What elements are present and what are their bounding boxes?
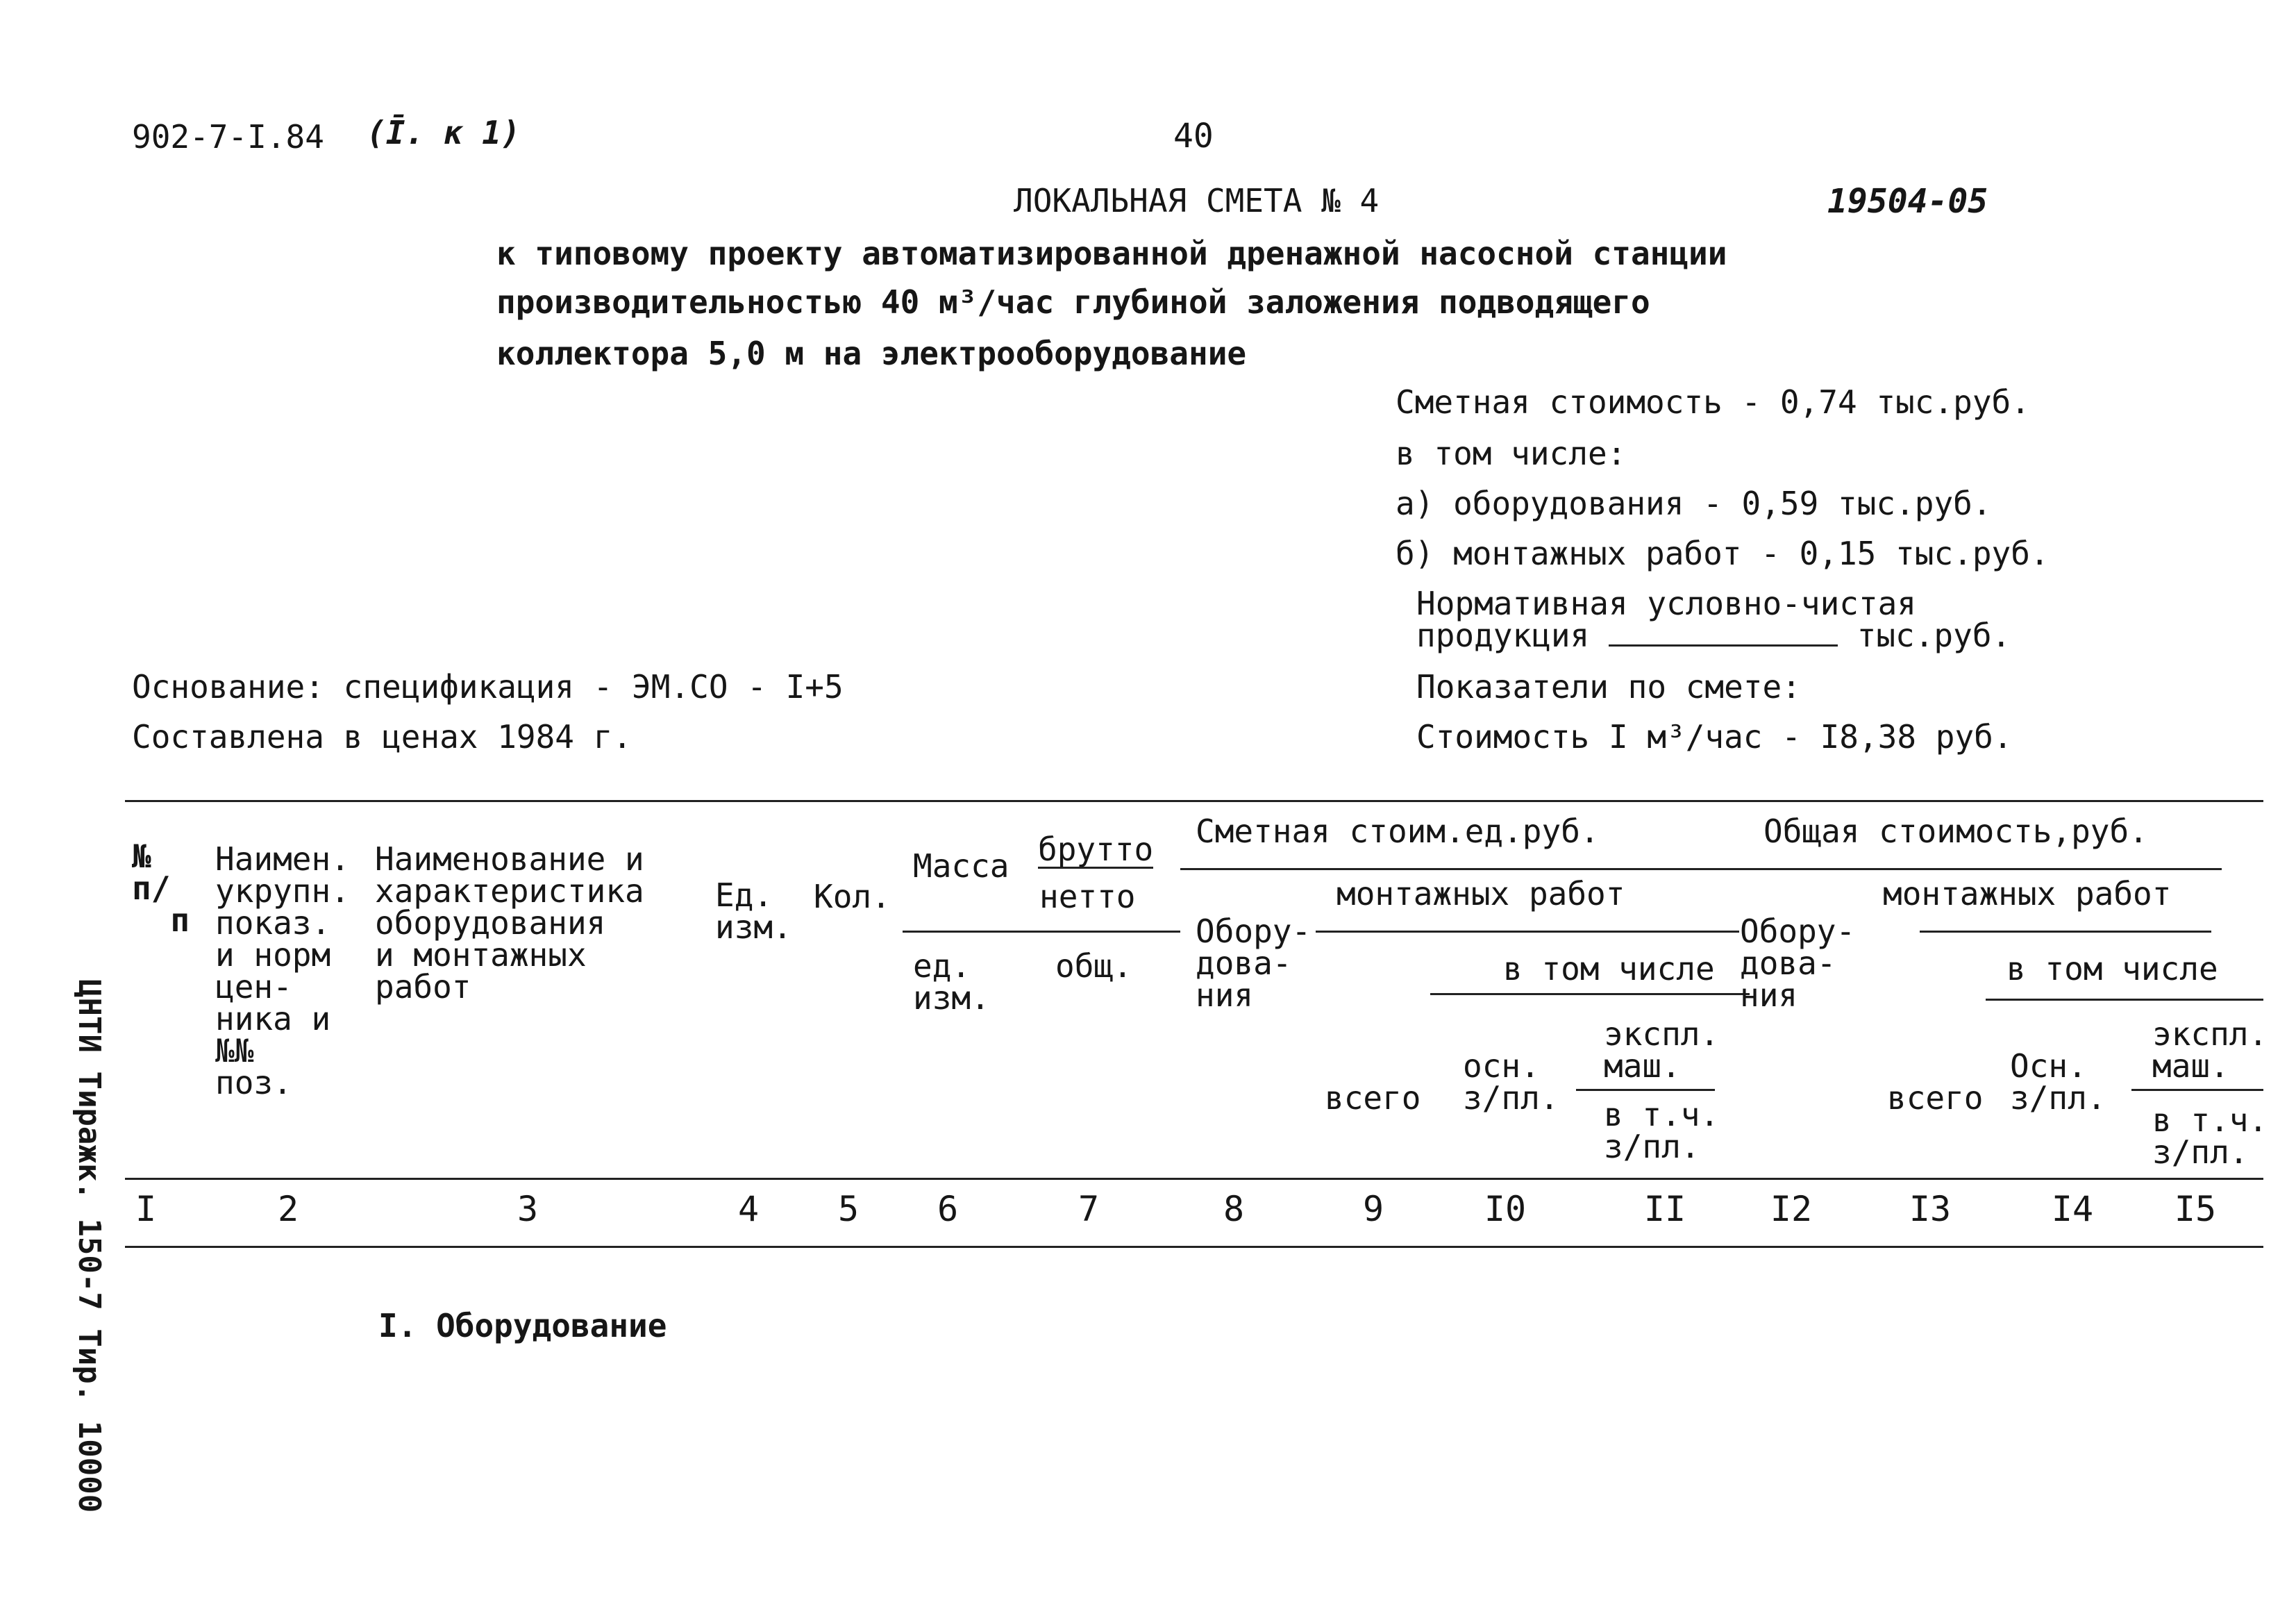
header-installation-2: монтажных работ [1883,875,2172,912]
column-number-9: 9 [1362,1189,1384,1229]
header-machines-2: экспл. маш. [2152,1015,2268,1085]
header-base-wage-2: Осн. з/пл. [2010,1047,2106,1117]
column-number-3: 3 [517,1189,539,1229]
column-number-5: 5 [837,1189,860,1229]
section-heading: I. Оборудование [378,1307,667,1344]
registration-number: 19504-05 [1827,182,1988,221]
header-installation: монтажных работ [1336,875,1625,912]
header-rule-equip-1 [1316,931,1739,933]
subtitle-line-3: коллектора 5,0 м на электрооборудование [496,335,1247,372]
header-rule-equip-2 [1920,931,2211,933]
header-bottom-rule [125,1178,2263,1180]
unit-cost: Стоимость I м³/час - I8,38 руб. [1416,718,2013,756]
header-total-2: всего [1887,1079,1984,1117]
header-equipment: Обору- дова- ния [1196,912,1312,1014]
normative-line-2 [1416,617,2011,654]
column-number-13: I3 [1909,1189,1952,1229]
including-label: в том числе: [1396,435,1627,472]
indicators-label: Показатели по смете: [1416,668,1801,706]
page-number: 40 [1173,117,1214,156]
doc-title: ЛОКАЛЬНАЯ СМЕТА № 4 [1014,182,1380,219]
doc-code: 902-7-I.84 [132,118,324,156]
header-netto: нетто [1039,878,1136,915]
column-number-10: I0 [1484,1189,1527,1229]
column-number-1: I [135,1189,157,1229]
header-quantity: Кол. [814,878,891,915]
normative-unit: тыс.руб. [1857,617,2011,654]
header-number: № п/ п [132,838,190,939]
header-mass-total: общ. [1055,947,1132,985]
equipment-cost: а) оборудования - 0,59 тыс.руб. [1396,485,1992,522]
header-rule-sections [1180,868,2222,870]
header-mass: Масса [913,847,1009,885]
header-total: всего [1325,1079,1421,1117]
basis-prices: Составлена в ценах 1984 г. [132,718,632,756]
header-including-2: в том числе [2006,950,2218,988]
header-equipment-2: Обору- дова- ния [1740,912,1856,1014]
header-rule-incl-1 [1430,993,1750,995]
column-number-12: I2 [1770,1189,1813,1229]
column-number-14: I4 [2051,1189,2094,1229]
header-total-cost: Общая стоимость,руб. [1763,812,2148,850]
header-rule-mach-2 [2131,1089,2263,1091]
header-machine-wage-2: в т.ч. з/пл. [2152,1101,2268,1171]
installation-cost: б) монтажных работ - 0,15 тыс.руб. [1396,535,2050,572]
column-number-8: 8 [1223,1189,1245,1229]
header-rule-incl-2 [1986,999,2263,1001]
column-number-6: 6 [937,1189,959,1229]
numbers-bottom-rule [125,1246,2263,1248]
header-machines: экспл. маш. [1604,1015,1720,1085]
side-stamp: ЦНТИ Тиражк. 150-7 Тир. 10000 [72,979,107,1513]
column-number-2: 2 [277,1189,299,1229]
normative-blank [1609,644,1838,647]
header-rule-mach-1 [1576,1089,1715,1091]
header-base-wage: осн. з/пл. [1463,1047,1559,1117]
doc-code-note: (Ī. к 1) [367,114,521,151]
column-number-4: 4 [737,1189,760,1229]
header-mass-unit: ед. изм. [913,947,990,1017]
header-indicator-name: Наимен. укрупн. показ. и норм цен- ника и №№ поз. [215,840,350,1101]
normative-label: продукция [1416,617,1590,654]
normative-line-1: Нормативная условно-чистая [1416,585,1917,622]
column-number-11: II [1643,1189,1686,1229]
column-number-7: 7 [1078,1189,1100,1229]
header-including: в том числе [1503,950,1715,988]
estimated-cost: Сметная стоимость - 0,74 тыс.руб. [1396,383,2030,421]
header-brutto: брутто [1038,831,1154,868]
header-machine-wage: в т.ч. з/пл. [1604,1096,1720,1165]
header-unit-cost: Сметная стоим.ед.руб. [1196,812,1600,850]
subtitle-line-2: производительностью 40 м³/час глубиной заложения подводящего [496,283,1650,321]
header-equipment-name: Наименование и характеристика оборудования и монтажных работ [375,840,644,1006]
header-unit: Ед. изм. [715,876,792,946]
basis-spec: Основание: спецификация - ЭМ.СО - I+5 [132,668,844,706]
column-number-15: I5 [2174,1189,2217,1229]
subtitle-line-1: к типовому проекту автоматизированной дренажной насосной станции [496,235,1727,272]
header-rule-mass [903,931,1180,933]
table-top-rule [125,800,2263,802]
